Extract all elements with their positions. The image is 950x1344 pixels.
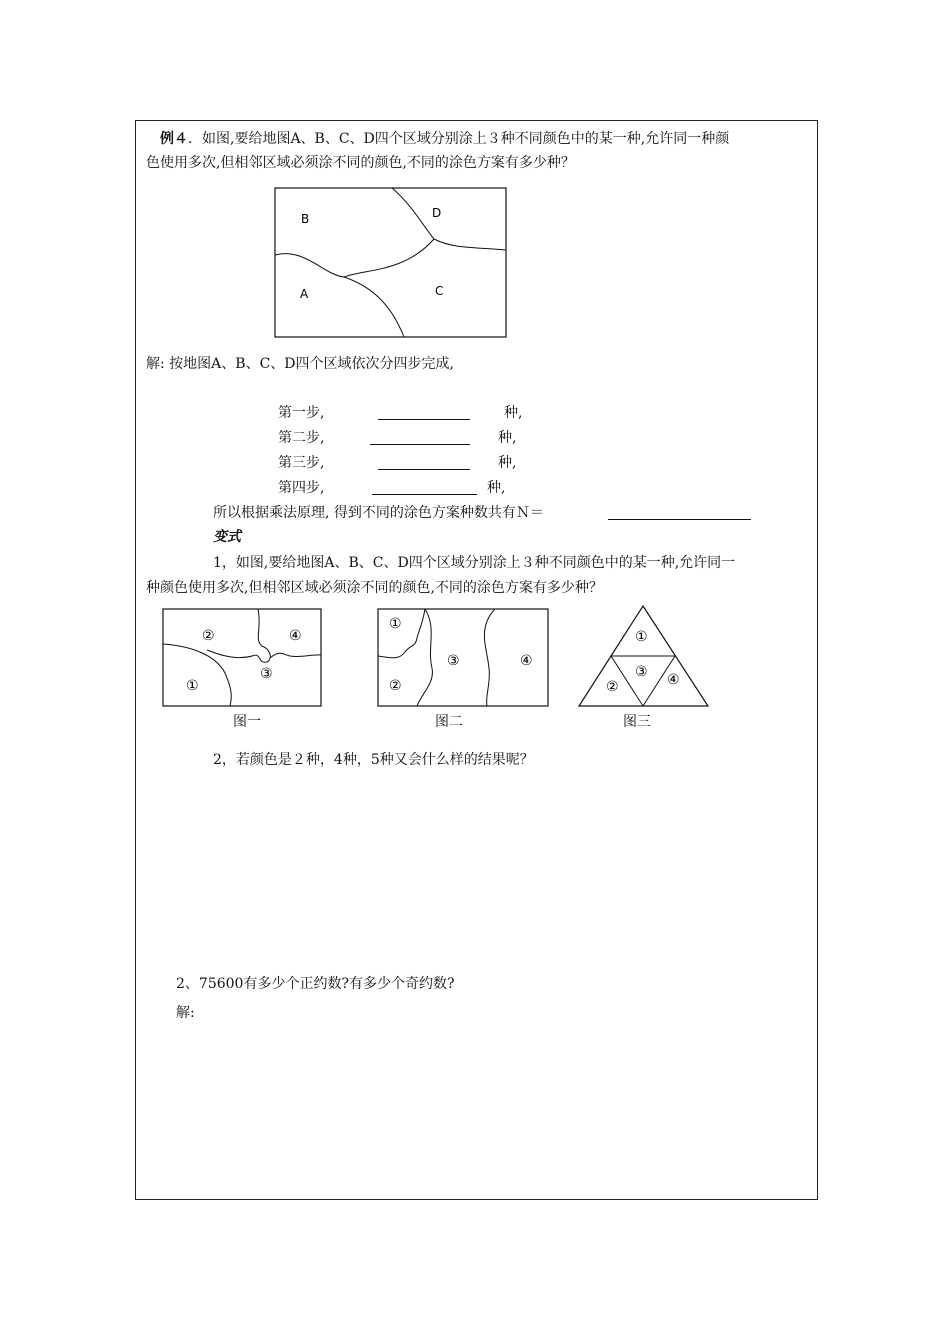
example4-label: 例４ — [160, 131, 188, 147]
figure-2-map — [377, 608, 550, 708]
figure-3-triangle — [577, 604, 710, 708]
map-boundary-ac — [344, 277, 404, 337]
map-label-b: B — [301, 212, 310, 226]
problem2-question: 2、75600有多少个正约数?有多少个奇约数? — [176, 976, 455, 992]
fig1-region-3: ③ — [260, 666, 273, 682]
example4-line2: 色使用多次,但相邻区域必须涂不同的颜色,不同的涂色方案有多少种？ — [146, 155, 575, 171]
step1-unit: 种, — [504, 405, 523, 421]
map-boundary-bd — [392, 188, 434, 239]
figure-1-map — [162, 608, 323, 708]
map-boundary-ba — [275, 239, 434, 277]
step1-label: 第一步, — [278, 405, 325, 421]
variant-q1-line1: 1，如图,要给地图A、B、C、D四个区域分别涂上３种不同颜色中的某一种,允许同一 — [213, 555, 736, 571]
fig3-region-4: ④ — [667, 672, 680, 688]
step1-blank[interactable] — [378, 419, 470, 420]
step2-unit: 种, — [498, 430, 517, 446]
fig3-region-1: ① — [635, 629, 648, 645]
total-blank[interactable] — [608, 519, 751, 520]
fig2-region-3: ③ — [447, 653, 460, 669]
figure-2-caption: 图二 — [435, 714, 463, 730]
example4-text — [160, 129, 729, 149]
problem2-answer-label: 解: — [176, 1005, 195, 1021]
step3-label: 第三步, — [278, 455, 325, 471]
variant-q2: 2，若颜色是２种，4种，5种又会什么样的结果呢？ — [213, 752, 534, 768]
map-boundary-dc — [434, 239, 506, 250]
solution-intro: 解: 按地图A、B、C、D四个区域依次分四步完成, — [146, 356, 454, 372]
fig1-region-2: ② — [202, 628, 215, 644]
fig2-region-4: ④ — [520, 653, 533, 669]
fig3-region-3: ③ — [635, 664, 648, 680]
fig1-region-4: ④ — [289, 628, 302, 644]
step2-blank[interactable] — [370, 444, 470, 445]
step4-label: 第四步, — [278, 480, 325, 496]
variant-q1-line2: 种颜色使用多次,但相邻区域必须涂不同的颜色,不同的涂色方案有多少种？ — [146, 580, 603, 596]
fig1-region-1: ① — [186, 678, 199, 694]
solution-conclusion: 所以根据乘法原理, 得到不同的涂色方案种数共有Ｎ＝ — [213, 505, 544, 521]
map-label-c: C — [435, 284, 444, 298]
example4-map — [274, 187, 508, 339]
map-border — [275, 188, 506, 337]
map-label-a: A — [300, 287, 309, 301]
step4-blank[interactable] — [372, 494, 477, 495]
fig3-region-2: ② — [606, 679, 619, 695]
step3-unit: 种, — [498, 455, 517, 471]
step4-unit: 种, — [487, 480, 506, 496]
variant-title: 变式 — [213, 529, 241, 545]
map-label-d: D — [432, 206, 442, 220]
example4-line1: ．如图,要给地图A、B、C、D四个区域分别涂上３种不同颜色中的某一种,允许同一种颜 — [188, 131, 730, 147]
fig2-region-1: ① — [389, 616, 402, 632]
figure-1-caption: 图一 — [233, 714, 261, 730]
step2-label: 第二步, — [278, 430, 325, 446]
figure-3-caption: 图三 — [623, 714, 651, 730]
step3-blank[interactable] — [378, 469, 470, 470]
fig2-region-2: ② — [389, 678, 402, 694]
